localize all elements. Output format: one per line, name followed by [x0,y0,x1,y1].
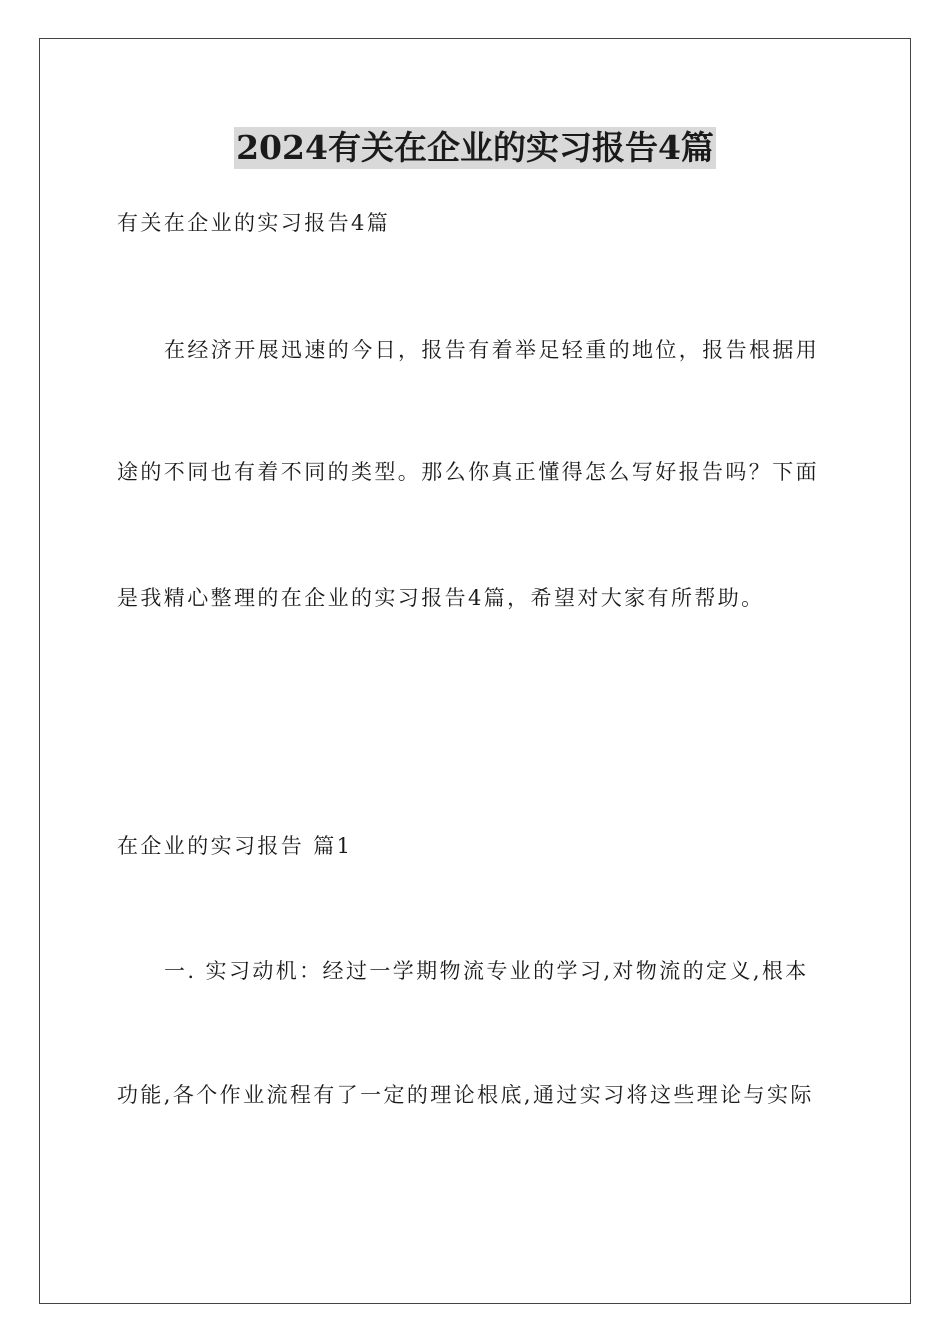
subtitle-line: 有关在企业的实习报告4篇 [117,211,391,235]
paragraph-line-1: 在经济开展迅速的今日，报告有着举足轻重的地位，报告根据用 [164,338,820,362]
paragraph-line-4: 一. 实习动机：经过一学期物流专业的学习,对物流的定义,根本 [164,959,809,983]
section-heading: 在企业的实习报告 篇1 [117,834,353,858]
document-title: 2024有关在企业的实习报告4篇 [236,128,714,167]
paragraph-line-2: 途的不同也有着不同的类型。那么你真正懂得怎么写好报告吗？下面 [117,460,819,484]
title-container [0,127,950,169]
paragraph-line-3: 是我精心整理的在企业的实习报告4篇，希望对大家有所帮助。 [117,586,765,610]
paragraph-line-5: 功能,各个作业流程有了一定的理论根底,通过实习将这些理论与实际 [117,1083,814,1107]
